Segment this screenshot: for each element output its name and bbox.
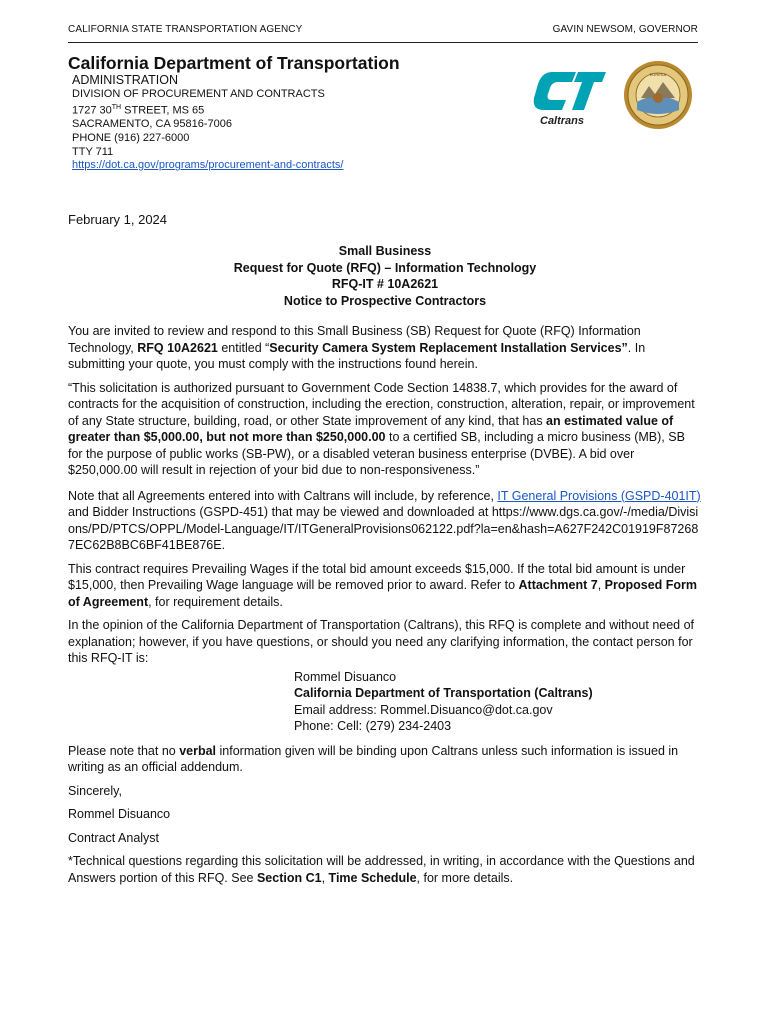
heading-line-1: Small Business	[338, 244, 432, 258]
caltrans-logo	[530, 66, 610, 128]
procurement-link[interactable]: https://dot.ca.gov/programs/procurement-and-contracts/	[72, 159, 344, 172]
svg-text:EUREKA: EUREKA	[649, 72, 667, 77]
signer-title: Contract Analyst	[68, 830, 160, 845]
closing: Sincerely,	[68, 783, 122, 798]
agency-name: CALIFORNIA STATE TRANSPORTATION AGENCY	[68, 24, 303, 35]
signer-name: Rommel Disuanco	[68, 807, 171, 821]
contact-email: Email address: Rommel.Disuanco@dot.ca.gov	[294, 702, 553, 717]
tty-line: TTY 711	[72, 145, 114, 158]
heading-line-2: Request for Quote (RFQ) – Information Technology	[233, 260, 537, 275]
authority-paragraph: “This solicitation is authorized pursuant to Government Code Section 14838.7, which provides for the award of contracts for the acquisition of construction, including the erection, construction, alteration, repair, or improvement of any State structure, building, road, or other State improvement of any kind, that has an estimated value of greater than $5,000.00, but not more than $250,000.00 to a certified SB, including a micro business (MB), SB for the purpose of public works (SB-PW), or a disabled veteran business enterprise (DVBE). A bid over $250,000.00 will result in rejection of your bid due to non-responsiveness.”	[68, 380, 695, 477]
phone-line: PHONE (916) 227-6000	[72, 132, 190, 145]
department-title: California Department of Transportation	[68, 53, 400, 73]
contact-org: California Department of Transportation (Caltrans)	[294, 686, 593, 700]
verbal-notice-paragraph: Please note that no verbal information given will be binding upon Caltrans unless such information is issued in writing as an official addendum.	[68, 743, 679, 774]
contact-phone: Phone: Cell: (279) 234-2403	[294, 719, 452, 733]
california-state-seal	[623, 60, 693, 130]
street-line: 1727 30TH STREET, MS 65	[72, 104, 205, 117]
it-general-provisions-link[interactable]: IT General Provisions (GSPD-401IT)	[497, 488, 701, 503]
contact-name: Rommel Disuanco	[294, 669, 397, 684]
heading-line-3: RFQ-IT # 10A2621	[331, 277, 439, 291]
admin-line: ADMINISTRATION	[72, 73, 179, 87]
heading-line-4: Notice to Prospective Contractors	[283, 293, 487, 308]
letter-body	[68, 323, 702, 893]
svg-text:Caltrans: Caltrans	[540, 115, 585, 127]
agreements-paragraph: Note that all Agreements entered into with Caltrans will include, by reference, IT General Provisions (GSPD-401IT) and Bidder Instructions (GSPD-451) that may be viewed and downloaded at https://www.dgs.ca.gov/-/media/Divisions/PD/PTCS/OPPL/Model-Language/IT/ITGeneralProvisions062122.pdf?la=en&hash=A627F242C01919F872687EC62B8BC6BF41BE876E.	[68, 488, 701, 552]
technical-questions-paragraph: *Technical questions regarding this solicitation will be addressed, in writing, in accordance with the Questions and Answers portion of this RFQ. See Section C1, Time Schedule, for more details.	[68, 854, 695, 885]
letter-date: February 1, 2024	[68, 212, 168, 227]
contact-block	[294, 669, 702, 735]
notice-heading	[68, 243, 702, 309]
intro-paragraph: You are invited to review and respond to this Small Business (SB) Request for Quote (RFQ) Information Technology, RFQ 10A2621 entitled “Security Camera System Replacement Installation Services”. In submitting your quote, you must comply with the instructions found herein.	[68, 324, 646, 371]
city-line: SACRAMENTO, CA 95816-7006	[72, 118, 232, 131]
prevailing-wage-paragraph: This contract requires Prevailing Wages if the total bid amount exceeds $15,000. If the total bid amount is under $15,000, then Prevailing Wage language will be removed prior to award. Refer to Attachment 7, Proposed Form of Agreement, for requirement details.	[68, 561, 698, 609]
letterhead-bar	[68, 22, 698, 43]
division-line: DIVISION OF PROCUREMENT AND CONTRACTS	[72, 87, 325, 100]
contact-intro-paragraph: In the opinion of the California Department of Transportation (Caltrans), this RFQ is complete and without need of explanation; however, if you have questions, or should you need any clarifying information, the contact person for this RFQ-IT is:	[68, 618, 695, 665]
governor-name: GAVIN NEWSOM, GOVERNOR	[552, 24, 698, 35]
address-block	[72, 74, 343, 173]
